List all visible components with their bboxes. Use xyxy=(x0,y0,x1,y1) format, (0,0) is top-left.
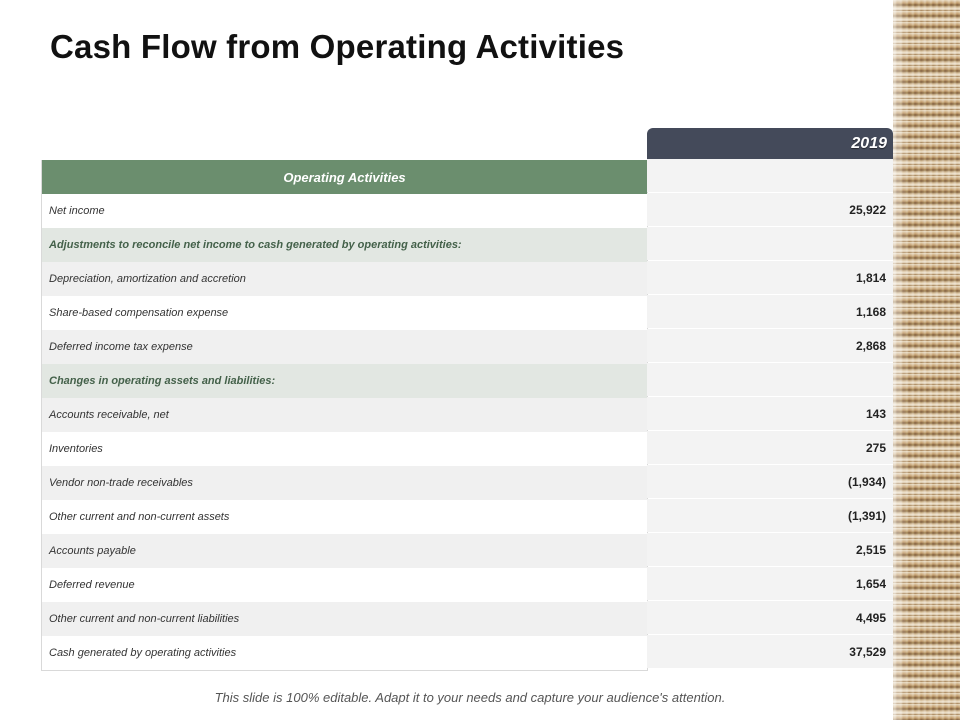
value-cell: 2,515 xyxy=(647,533,893,566)
slide-title: Cash Flow from Operating Activities xyxy=(50,28,625,65)
table-row-label: Share-based compensation expense xyxy=(42,296,647,330)
value-cell: 1,654 xyxy=(647,567,893,600)
section-heading-row: Changes in operating assets and liabilities: xyxy=(42,364,647,398)
section-heading-row: Adjustments to reconcile net income to cash generated by operating activities: xyxy=(42,228,647,262)
value-cell xyxy=(647,227,893,260)
footer-note: This slide is 100% editable. Adapt it to your needs and capture your audience's attention. xyxy=(214,690,726,705)
table-row-label: Other current and non-current assets xyxy=(42,500,647,534)
table-row-label: Accounts receivable, net xyxy=(42,398,647,432)
operating-activities-table xyxy=(41,160,648,671)
table-row-label: Inventories xyxy=(42,432,647,466)
table-row-label: Accounts payable xyxy=(42,534,647,568)
value-cell: 143 xyxy=(647,397,893,430)
table-row-label: Vendor non-trade receivables xyxy=(42,466,647,500)
value-cell: 275 xyxy=(647,431,893,464)
table-row-label: Other current and non-current liabilities xyxy=(42,602,647,636)
table-header-label: Operating Activities xyxy=(42,160,647,194)
table-row-label: Depreciation, amortization and accretion xyxy=(42,262,647,296)
year-column xyxy=(647,128,893,669)
value-cell: 25,922 xyxy=(647,193,893,226)
table-row-label: Net income xyxy=(42,194,647,228)
value-cell: 1,168 xyxy=(647,295,893,328)
table-row-label: Deferred revenue xyxy=(42,568,647,602)
value-cell xyxy=(647,363,893,396)
value-cell: 37,529 xyxy=(647,635,893,668)
table-row-label: Cash generated by operating activities xyxy=(42,636,647,670)
value-cell: (1,391) xyxy=(647,499,893,532)
value-cell: (1,934) xyxy=(647,465,893,498)
value-cell: 1,814 xyxy=(647,261,893,294)
year-header: 2019 xyxy=(647,128,893,159)
table-row-label: Deferred income tax expense xyxy=(42,330,647,364)
value-cell: 4,495 xyxy=(647,601,893,634)
header-spacer-cell xyxy=(647,159,893,192)
value-cell: 2,868 xyxy=(647,329,893,362)
coin-stack-image xyxy=(893,0,960,720)
